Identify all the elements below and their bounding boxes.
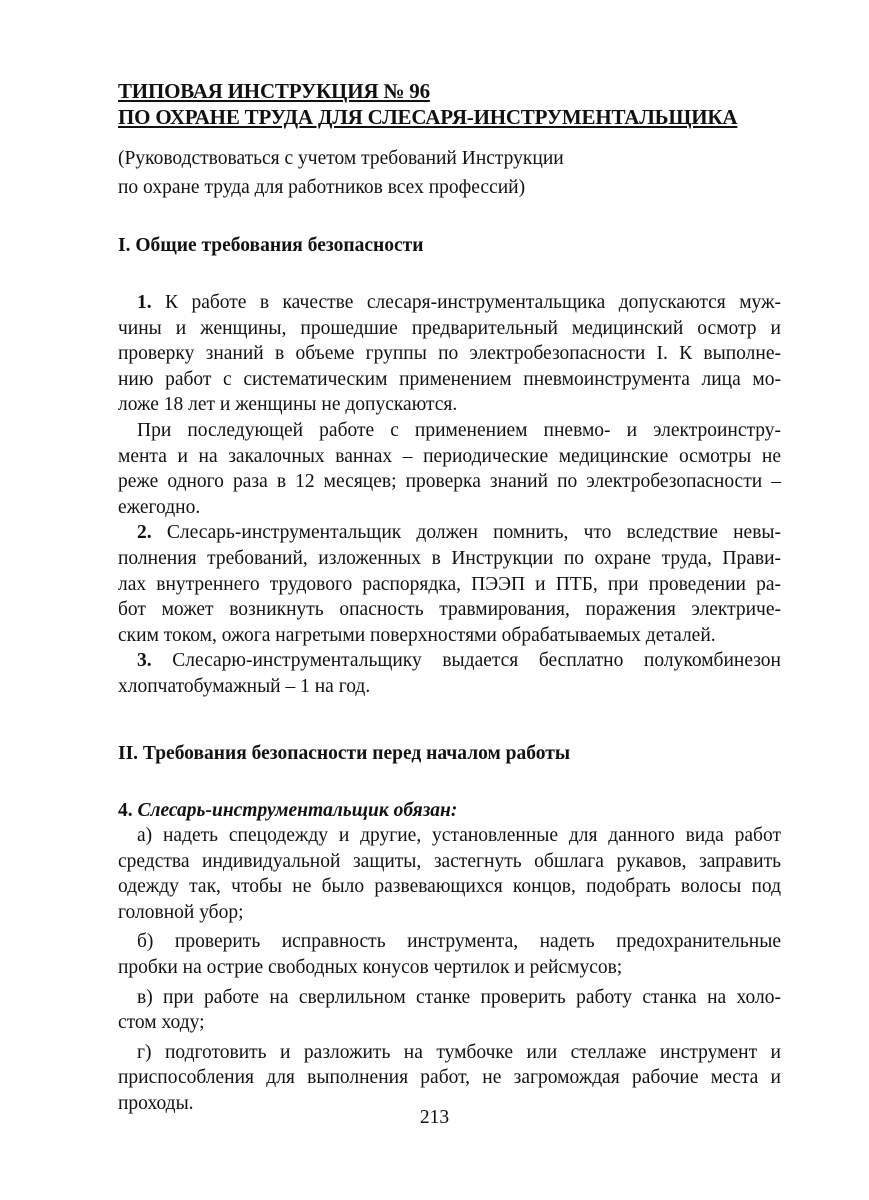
item-1-number: 1. <box>137 292 152 313</box>
paragraph-line: полнения требований, изложенных в Инструкции по охране труда, Прави- <box>118 547 781 569</box>
item-2-number: 2. <box>137 522 152 544</box>
subitem-g-paragraph <box>118 1040 781 1117</box>
paragraph-line: лах внутреннего трудового распорядка, ПЭЭП и ПТБ, при проведении ра- <box>118 573 781 595</box>
paragraph-line: нию работ с систематическим применением пневмоинструмента лица мо- <box>118 368 781 390</box>
subitem-a-paragraph <box>118 823 781 925</box>
paragraph-line: проходы. <box>118 1093 194 1115</box>
paragraph-line: Слесарю-инструментальщику выдается бесплатно полукомбинезон <box>151 650 781 672</box>
paragraph-line: мента и на закалочных ваннах – периодические медицинские осмотры не <box>118 445 781 467</box>
paragraph-line: б) проверить исправность инструмента, надеть предохранительные <box>137 931 781 953</box>
item-4-heading <box>118 798 781 824</box>
document-title-line-2: ПО ОХРАНЕ ТРУДА ДЛЯ СЛЕСАРЯ-ИНСТРУМЕНТАЛЬЩИКА <box>118 105 738 129</box>
item-4-title: Слесарь-инструментальщик обязан: <box>132 799 458 821</box>
document-note <box>118 144 781 202</box>
paragraph-line: хлопчатобумажный – 1 на год. <box>118 675 371 697</box>
item-4-number: 4. <box>118 799 133 821</box>
paragraph-line: средства индивидуальной защиты, застегнуть обшлага рукавов, заправить <box>118 850 781 872</box>
section-1-heading: I. Общие требования безопасности <box>118 235 424 256</box>
paragraph-line: г) подготовить и разложить на тумбочке или стеллаже инструмент и <box>137 1041 781 1063</box>
paragraph-line: К работе в качестве слесаря-инструментальщика допускаются муж- <box>151 292 781 313</box>
paragraph-line: бот может возникнуть опасность травмирования, поражения электриче- <box>118 599 781 621</box>
paragraph-line: ложе 18 лет и женщины не допускаются. <box>118 394 458 416</box>
note-line: (Руководствоваться с учетом требований Инструкции <box>118 148 564 169</box>
paragraph-line: одежду так, чтобы не было развевающихся концов, подобрать волосы под <box>118 876 781 898</box>
subitem-b-paragraph <box>118 929 781 980</box>
paragraph-line: приспособления для выполнения работ, не загромождая рабочие места и <box>118 1067 781 1089</box>
paragraph-line: реже одного раза в 12 месяцев; проверка знаний по электробезопасности – <box>118 471 781 493</box>
item-3-number: 3. <box>137 650 152 672</box>
document-page <box>118 78 781 1117</box>
paragraph-line: в) при работе на сверлильном станке проверить работу станка на холо- <box>137 986 781 1008</box>
paragraph-line: проверку знаний в объеме группы по электробезопасности I. К выполне- <box>118 343 781 365</box>
paragraph-line: стом ходу; <box>118 1012 205 1034</box>
paragraph-line: ежегодно. <box>118 496 201 518</box>
note-line: по охране труда для работников всех профессий) <box>118 177 526 198</box>
item-1-continuation-paragraph <box>118 418 781 520</box>
paragraph-line: Слесарь-инструментальщик должен помнить, что вследствие невы- <box>151 522 781 544</box>
paragraph-line: чины и женщины, прошедшие предварительный медицинский осмотр и <box>118 317 781 339</box>
item-1-paragraph <box>118 290 781 418</box>
paragraph-line: При последующей работе с применением пневмо- и электроинстру- <box>137 419 781 441</box>
paragraph-line: пробки на острие свободных конусов чертилок и рейсмусов; <box>118 957 623 979</box>
paragraph-line: а) надеть спецодежду и другие, установленные для данного вида работ <box>137 825 781 847</box>
section-2-heading: II. Требования безопасности перед началом работы <box>118 742 571 764</box>
page-number: 213 <box>419 1107 450 1128</box>
subitem-v-paragraph <box>118 985 781 1036</box>
paragraph-line: ским током, ожога нагретыми поверхностями обрабатываемых деталей. <box>118 624 716 646</box>
item-2-paragraph <box>118 520 781 648</box>
document-title-line-1: ТИПОВАЯ ИНСТРУКЦИЯ № 96 <box>118 79 430 103</box>
item-3-paragraph <box>118 648 781 699</box>
paragraph-line: головной убор; <box>118 901 244 923</box>
